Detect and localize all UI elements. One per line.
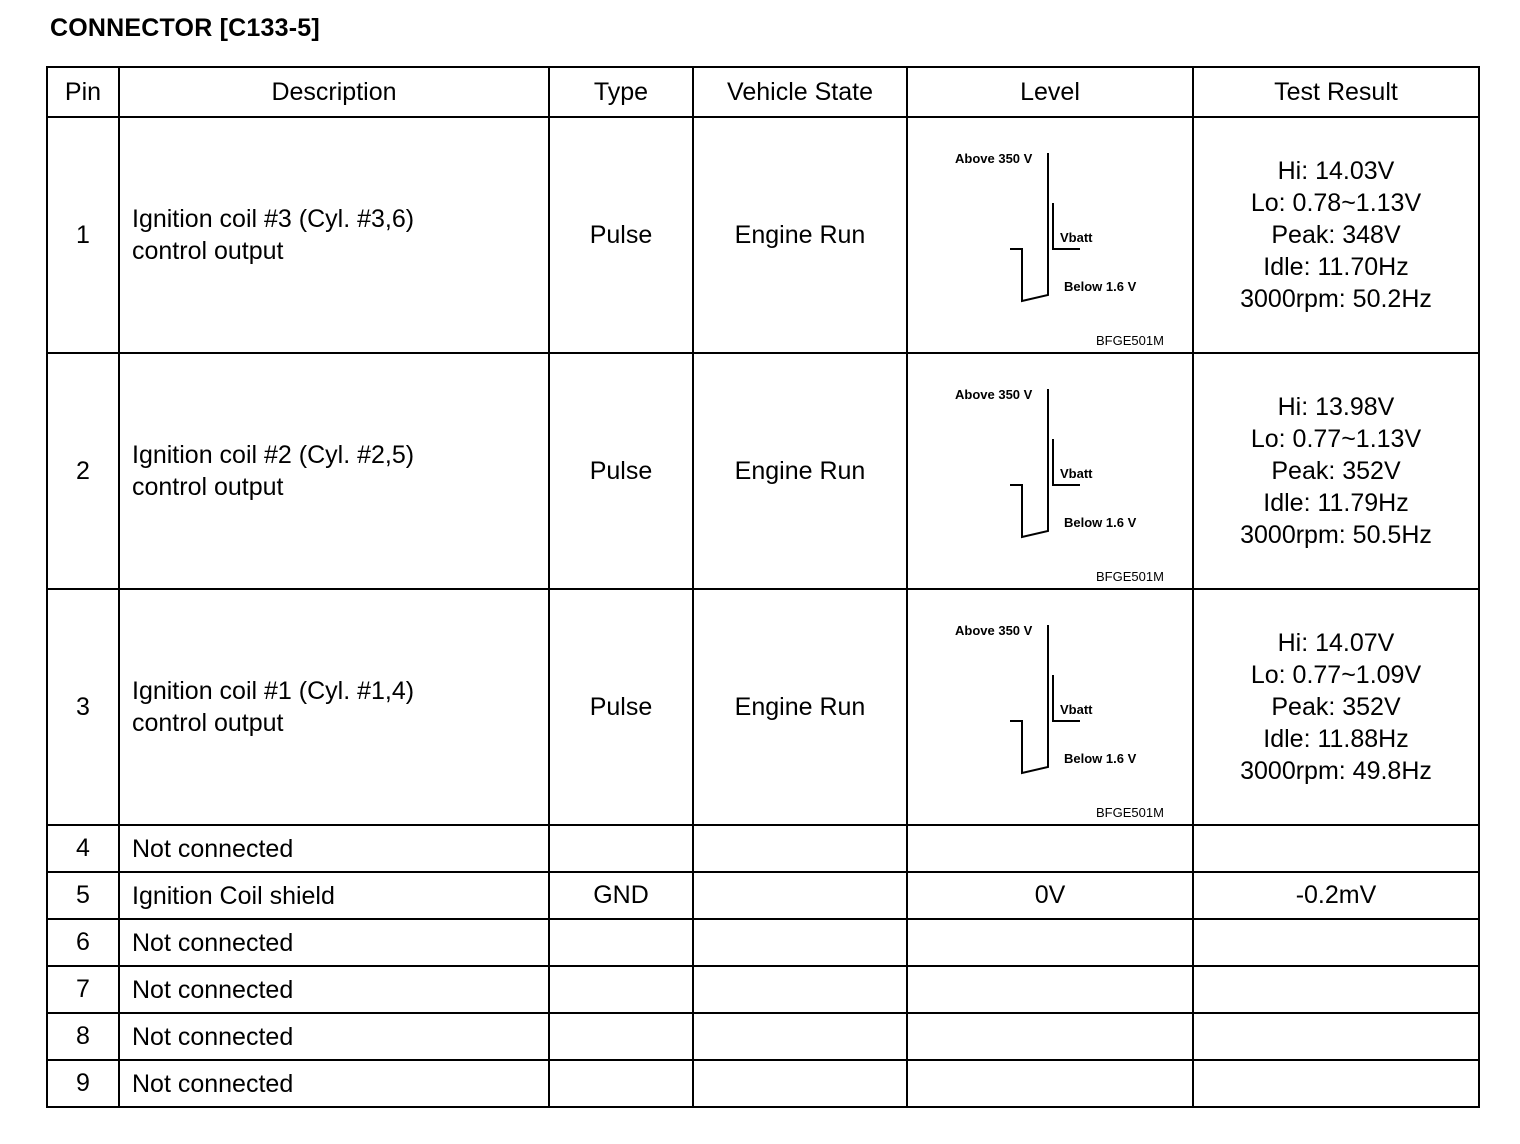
waveform-below-label: Below 1.6 V [1064, 751, 1137, 766]
page-title: CONNECTOR [C133-5] [50, 14, 320, 42]
result-idle: Idle: 11.70Hz [1263, 253, 1409, 281]
level-cell [907, 589, 1193, 825]
type-cell [549, 1013, 693, 1060]
level-cell [907, 1060, 1193, 1107]
level-cell [907, 825, 1193, 872]
result-idle: Idle: 11.79Hz [1263, 489, 1409, 517]
description-cell: Not connected [119, 1013, 549, 1060]
connector-table [46, 66, 1480, 1108]
test-result-cell [1193, 825, 1479, 872]
result-rpm: 3000rpm: 50.2Hz [1240, 285, 1432, 313]
figure-code: BFGE501M [1096, 805, 1164, 817]
result-rpm: 3000rpm: 49.8Hz [1240, 757, 1432, 785]
description-line: control output [132, 473, 284, 501]
header-pin: Pin [47, 67, 119, 117]
pin-cell: 2 [47, 353, 119, 589]
result-hi: Hi: 14.03V [1277, 157, 1395, 185]
vehicle-state-cell [693, 919, 907, 966]
test-result-cell [1193, 919, 1479, 966]
waveform-above-label: Above 350 V [955, 387, 1033, 402]
result-peak: Peak: 352V [1271, 693, 1401, 721]
waveform-vbatt-label: Vbatt [1060, 466, 1093, 481]
vehicle-state-cell [693, 872, 907, 919]
test-result-cell [1193, 117, 1479, 353]
waveform-vbatt-label: Vbatt [1060, 230, 1093, 245]
level-cell [907, 966, 1193, 1013]
result-lo: Lo: 0.77~1.13V [1250, 425, 1422, 453]
description-cell [119, 589, 549, 825]
level-cell [907, 353, 1193, 589]
description-line: Ignition coil #2 (Cyl. #2,5) [132, 441, 415, 469]
ignition-waveform [910, 125, 1190, 345]
table-row [47, 872, 1479, 919]
test-result-cell: -0.2mV [1193, 872, 1479, 919]
table-row [47, 919, 1479, 966]
pin-cell: 6 [47, 919, 119, 966]
pin-cell: 1 [47, 117, 119, 353]
pin-cell: 9 [47, 1060, 119, 1107]
test-result-cell [1193, 589, 1479, 825]
vehicle-state-cell [693, 966, 907, 1013]
pin-cell: 4 [47, 825, 119, 872]
description-cell: Not connected [119, 966, 549, 1013]
level-cell [907, 919, 1193, 966]
waveform-trace [1010, 389, 1048, 537]
waveform-below-label: Below 1.6 V [1064, 515, 1137, 530]
header-vehicle-state: Vehicle State [693, 67, 907, 117]
pin-cell: 8 [47, 1013, 119, 1060]
description-cell: Ignition Coil shield [119, 872, 549, 919]
header-description: Description [119, 67, 549, 117]
pin-cell: 5 [47, 872, 119, 919]
level-cell: 0V [907, 872, 1193, 919]
ignition-waveform [910, 597, 1190, 817]
header-row [47, 67, 1479, 117]
ignition-waveform [910, 361, 1190, 581]
vehicle-state-cell [693, 1060, 907, 1107]
description-cell [119, 353, 549, 589]
description-line: control output [132, 709, 284, 737]
test-result-cell [1193, 966, 1479, 1013]
result-hi: Hi: 13.98V [1277, 393, 1395, 421]
level-cell [907, 117, 1193, 353]
type-cell [549, 966, 693, 1013]
table-row [47, 1013, 1479, 1060]
waveform-above-label: Above 350 V [955, 151, 1033, 166]
vehicle-state-cell: Engine Run [693, 117, 907, 353]
type-cell [549, 1060, 693, 1107]
description-line: Ignition coil #3 (Cyl. #3,6) [132, 205, 415, 233]
vehicle-state-cell [693, 825, 907, 872]
result-lo: Lo: 0.77~1.09V [1250, 661, 1422, 689]
result-peak: Peak: 352V [1271, 457, 1401, 485]
type-cell: Pulse [549, 353, 693, 589]
test-result-cell [1193, 353, 1479, 589]
figure-code: BFGE501M [1096, 569, 1164, 581]
type-cell: Pulse [549, 589, 693, 825]
test-result-cell [1193, 1060, 1479, 1107]
level-cell [907, 1013, 1193, 1060]
figure-code: BFGE501M [1096, 333, 1164, 345]
pin-cell: 3 [47, 589, 119, 825]
type-cell [549, 919, 693, 966]
test-result-cell [1193, 1013, 1479, 1060]
vehicle-state-cell: Engine Run [693, 353, 907, 589]
type-cell: Pulse [549, 117, 693, 353]
type-cell [549, 825, 693, 872]
vehicle-state-cell [693, 1013, 907, 1060]
table-row [47, 353, 1479, 589]
header-type: Type [549, 67, 693, 117]
description-line: control output [132, 237, 284, 265]
table-row [47, 1060, 1479, 1107]
type-cell: GND [549, 872, 693, 919]
table-row [47, 966, 1479, 1013]
vehicle-state-cell: Engine Run [693, 589, 907, 825]
result-peak: Peak: 348V [1271, 221, 1401, 249]
description-cell: Not connected [119, 825, 549, 872]
waveform-trace [1010, 625, 1048, 773]
result-lo: Lo: 0.78~1.13V [1250, 189, 1422, 217]
waveform-above-label: Above 350 V [955, 623, 1033, 638]
result-idle: Idle: 11.88Hz [1263, 725, 1409, 753]
description-cell: Not connected [119, 1060, 549, 1107]
description-cell: Not connected [119, 919, 549, 966]
waveform-trace [1010, 153, 1048, 301]
header-level: Level [907, 67, 1193, 117]
table-row [47, 117, 1479, 353]
table-row [47, 589, 1479, 825]
pin-cell: 7 [47, 966, 119, 1013]
description-line: Ignition coil #1 (Cyl. #1,4) [132, 677, 415, 705]
description-cell [119, 117, 549, 353]
table-row [47, 825, 1479, 872]
waveform-below-label: Below 1.6 V [1064, 279, 1137, 294]
header-test-result: Test Result [1193, 67, 1479, 117]
result-hi: Hi: 14.07V [1277, 629, 1395, 657]
result-rpm: 3000rpm: 50.5Hz [1240, 521, 1432, 549]
waveform-vbatt-label: Vbatt [1060, 702, 1093, 717]
